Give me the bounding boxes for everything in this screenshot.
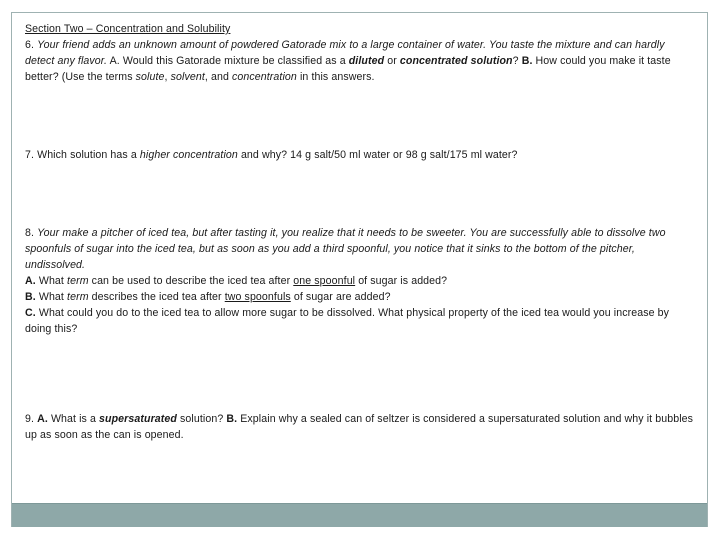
q8-part-c-label: C. [25, 307, 36, 319]
q8-b3: describes the iced tea after [91, 291, 222, 303]
question-9 [25, 411, 697, 443]
q8-b5: of sugar are added? [293, 291, 391, 303]
q6-comma: , [164, 71, 168, 83]
question-8 [25, 225, 697, 337]
q6-part-b-text: How could you make it taste better? (Use the terms [25, 55, 671, 83]
q9-a1: What is a [50, 413, 96, 425]
q7-or: or [393, 149, 403, 161]
q9-b1: Explain why a sealed can of seltzer is considered a supersaturated solution and why it bubbles up as soon as the can is opened. [25, 413, 694, 441]
q9-a3: solution? [180, 413, 224, 425]
q7-term-higher-concentration: higher concentration [139, 149, 238, 161]
q9-term-supersaturated: supersaturated [99, 413, 177, 425]
q8-a-one-spoonful: one spoonful [293, 275, 356, 287]
q6-term-solvent: solvent [170, 71, 205, 83]
q7-text-c: and why? [240, 149, 288, 161]
q8-a-term: term [67, 275, 89, 287]
q6-term-solute: solute [135, 71, 165, 83]
q8-a3: can be used to describe the iced tea after [91, 275, 291, 287]
section-title: Section Two – Concentration and Solubility [25, 23, 231, 35]
q6-number: 6. [25, 39, 35, 51]
q7-option-1: 14 g salt/50 ml water [290, 149, 390, 161]
q6-term-concentrated: concentrated solution [399, 55, 513, 67]
q6-part-a-label: A. [109, 55, 120, 67]
q8-scenario: Your make a pitcher of iced tea, but after tasting it, you realize that it needs to be sweeter. You are successfully able to dissolve two spoonfuls of sugar into the iced tea, but as soon as you add a third spoonful, you notice that it sinks to the bottom of the pitcher, undissolved. [25, 227, 666, 271]
q8-a5: of sugar is added? [358, 275, 448, 287]
q8-b-term: term [67, 291, 89, 303]
question-6 [25, 21, 697, 85]
q9-part-b-label: B. [226, 413, 238, 425]
q8-part-a-label: A. [25, 275, 36, 287]
q6-term-diluted: diluted [348, 55, 385, 67]
q6-or: or [387, 55, 397, 67]
q8-b1: What [38, 291, 64, 303]
q6-scenario: Your friend adds an unknown amount of powdered Gatorade mix to a large container of water. You taste the mixture and can hardly detect any flavor. [25, 39, 665, 67]
q6-part-a-text: Would this Gatorade mixture be classified as a [122, 55, 346, 67]
q6-and: , and [204, 71, 229, 83]
q7-number: 7. [25, 149, 35, 161]
q6-qmark: ? [512, 55, 519, 67]
question-7 [25, 147, 518, 163]
q7-option-2: 98 g salt/175 ml water? [405, 149, 518, 161]
q8-c1: What could you do to the iced tea to allow more sugar to be dissolved. What physical property of the iced tea would you increase by doing this? [25, 307, 670, 335]
q8-number: 8. [25, 227, 35, 239]
footer-bar [12, 503, 707, 527]
q7-text-a: Which solution has a [37, 149, 137, 161]
q8-part-b-label: B. [25, 291, 36, 303]
q8-b-two-spoonfuls: two spoonfuls [224, 291, 291, 303]
q9-number: 9. [25, 413, 35, 425]
q6-part-b-label: B. [521, 55, 533, 67]
q9-part-a-label: A. [37, 413, 48, 425]
q8-a1: What [38, 275, 64, 287]
q6-term-concentration: concentration [232, 71, 297, 83]
q6-ending: in this answers. [299, 71, 375, 83]
